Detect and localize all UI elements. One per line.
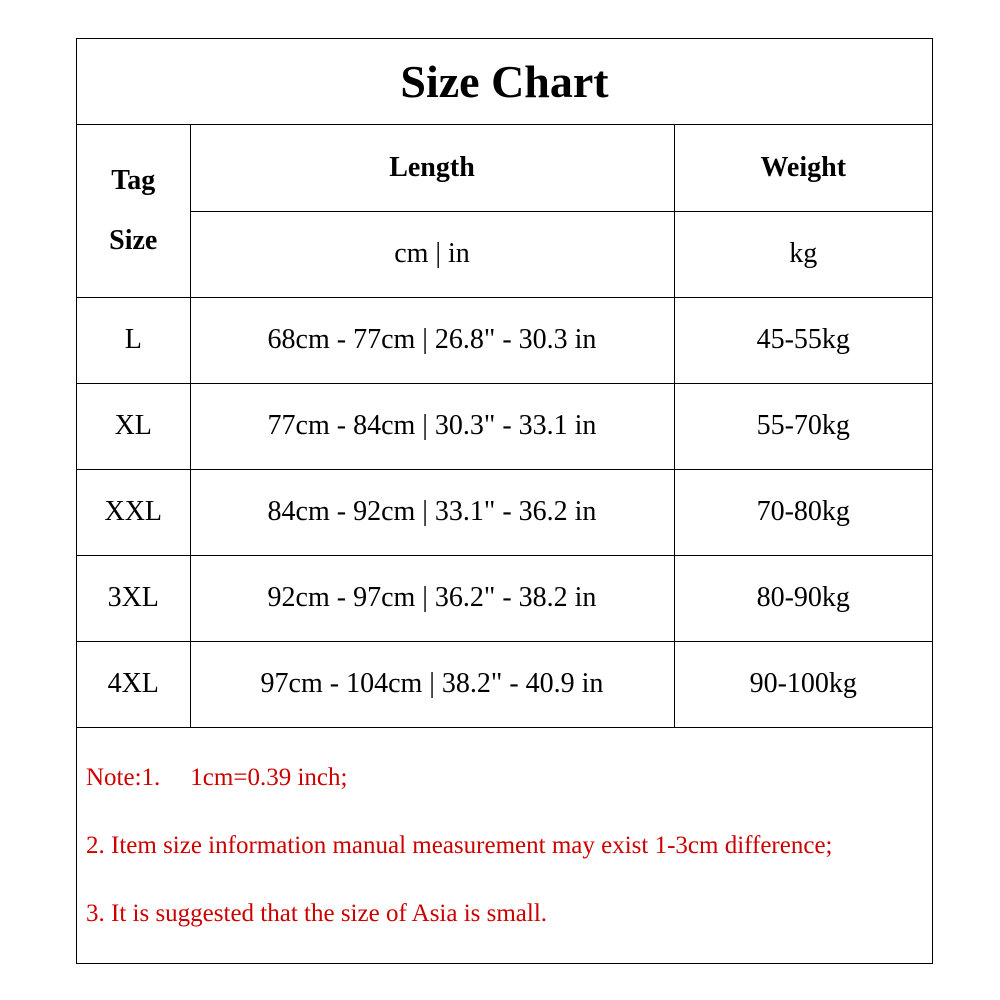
length-unit: cm | in — [190, 211, 674, 297]
length-cell: 84cm - 92cm | 33.1" - 36.2 in — [190, 469, 674, 555]
notes-section — [77, 726, 932, 963]
length-cell: 97cm - 104cm | 38.2" - 40.9 in — [190, 641, 674, 727]
note-3: 3. It is suggested that the size of Asia is small. — [86, 900, 548, 927]
size-table — [77, 125, 932, 728]
table-row — [77, 555, 932, 641]
weight-unit: kg — [674, 211, 932, 297]
table-row — [77, 641, 932, 727]
tag-cell: 4XL — [77, 641, 190, 727]
tag-cell: L — [77, 297, 190, 383]
tag-size-header-line2: Size — [109, 224, 158, 256]
weight-header: Weight — [674, 125, 932, 211]
chart-title: Size Chart — [77, 39, 932, 125]
length-cell: 92cm - 97cm | 36.2" - 38.2 in — [190, 555, 674, 641]
table-row — [77, 469, 932, 555]
table-row — [77, 383, 932, 469]
tag-cell: XXL — [77, 469, 190, 555]
size-chart — [76, 38, 933, 964]
length-cell: 77cm - 84cm | 30.3" - 33.1 in — [190, 383, 674, 469]
length-header: Length — [190, 125, 674, 211]
weight-cell: 90-100kg — [674, 641, 932, 727]
weight-cell: 70-80kg — [674, 469, 932, 555]
note-1 — [86, 764, 347, 792]
note-1-prefix: Note:1. — [86, 764, 161, 791]
weight-cell: 80-90kg — [674, 555, 932, 641]
tag-cell: XL — [77, 383, 190, 469]
header-row — [77, 125, 932, 211]
unit-row — [77, 211, 932, 297]
weight-cell: 55-70kg — [674, 383, 932, 469]
tag-size-header-line1: Tag — [111, 164, 156, 196]
table-row — [77, 297, 932, 383]
note-2: 2. Item size information manual measurement may exist 1-3cm difference; — [86, 832, 833, 859]
tag-cell: 3XL — [77, 555, 190, 641]
length-cell: 68cm - 77cm | 26.8" - 30.3 in — [190, 297, 674, 383]
tag-size-header — [77, 125, 190, 297]
note-1-text: 1cm=0.39 inch; — [190, 764, 348, 791]
weight-cell: 45-55kg — [674, 297, 932, 383]
